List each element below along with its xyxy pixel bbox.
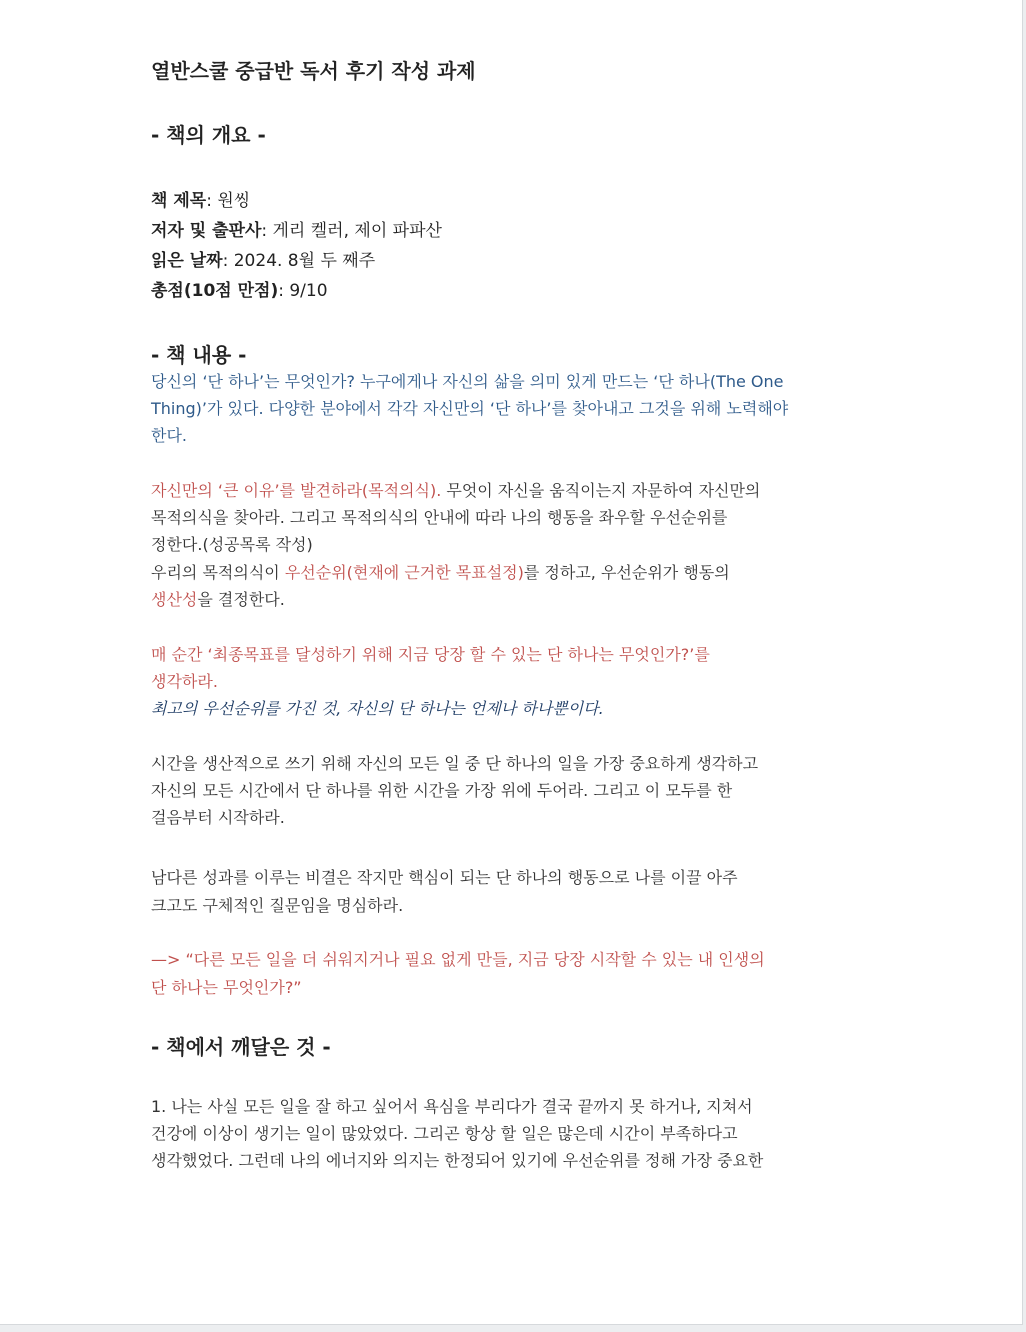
section-heading-content: - 책 내용 - (151, 343, 247, 367)
content-paragraph-line (151, 559, 730, 586)
content-paragraph-line: 자신의 모든 시간에서 단 하나를 위한 시간을 가장 위에 두어라. 그리고 이 모두를 한 (151, 781, 733, 800)
content-paragraph-line: 걸음부터 시작하라. (151, 808, 285, 827)
plain-text: 우리의 목적의식이 (151, 563, 285, 582)
section-heading-overview: - 책의 개요 - (151, 123, 266, 147)
content-emphasis-line: 최고의 우선순위를 가진 것, 자신의 단 하나는 언제나 하나뿐이다. (151, 699, 604, 718)
content-intro-line: Thing)’가 있다. 다양한 분야에서 각각 자신만의 ‘단 하나’를 찾아내고 그것을 위해 노력해야 (151, 399, 789, 418)
lessons-paragraph-line: 건강에 이상이 생기는 일이 많았었다. 그리곤 항상 할 일은 많은데 시간이 부족하다고 (151, 1124, 738, 1143)
meta-value: : 9/10 (278, 281, 328, 301)
plain-text: 을 결정한다. (197, 590, 285, 609)
meta-label: 총점(10점 만점) (151, 281, 279, 301)
lessons-paragraph-line: 생각했었다. 그런데 나의 에너지와 의지는 한정되어 있기에 우선순위를 정해 가장 중요한 (151, 1151, 764, 1170)
content-paragraph-line: 크고도 구체적인 질문임을 명심하라. (151, 896, 404, 915)
highlight-text: 자신만의 ‘큰 이유’를 발견하라(목적의식). (151, 481, 442, 500)
content-quote-line: 매 순간 ‘최종목표를 달성하기 위해 지금 당장 할 수 있는 단 하나는 무엇인가?’를 (151, 645, 710, 664)
plain-text: 를 정하고, 우선순위가 행동의 (523, 563, 730, 582)
content-paragraph-line: 시간을 생산적으로 쓰기 위해 자신의 모든 일 중 단 하나의 일을 가장 중요하게 생각하고 (151, 754, 759, 773)
plain-text: 무엇이 자신을 움직이는지 자문하여 자신만의 (441, 481, 761, 500)
lessons-paragraph-line: 1. 나는 사실 모든 일을 잘 하고 싶어서 욕심을 부리다가 결국 끝까지 못 하거나, 지쳐서 (151, 1097, 753, 1116)
meta-label: 저자 및 출판사 (151, 221, 262, 241)
content-intro-line: 당신의 ‘단 하나’는 무엇인가? 누구에게나 자신의 삶을 의미 있게 만드는 ‘단 하나(The One (151, 372, 784, 391)
meta-date (151, 246, 375, 271)
meta-book-title (151, 186, 250, 211)
content-paragraph-line: 목적의식을 찾아라. 그리고 목적의식의 안내에 따라 나의 행동을 좌우할 우선순위를 (151, 508, 728, 527)
content-paragraph-line: 남다른 성과를 이루는 비결은 작지만 핵심이 되는 단 하나의 행동으로 나를 이끌 아주 (151, 868, 738, 887)
content-paragraph-line (151, 477, 760, 504)
content-paragraph-line: 정한다.(성공목록 작성) (151, 535, 313, 554)
section-heading-lessons: - 책에서 깨달은 것 - (151, 1035, 331, 1059)
content-question-line: —> “다른 모든 일을 더 쉬워지거나 필요 없게 만들, 지금 당장 시작할 수 있는 내 인생의 (151, 950, 765, 969)
content-paragraph-line (151, 586, 285, 613)
document-title: 열반스쿨 중급반 독서 후기 작성 과제 (151, 59, 476, 83)
meta-value: : 게리 켈러, 제이 파파산 (261, 221, 442, 241)
meta-value: : 2024. 8월 두 째주 (222, 251, 376, 271)
content-quote-line: 생각하라. (151, 672, 218, 691)
meta-author (151, 216, 442, 241)
meta-value: : 원씽 (206, 191, 251, 211)
meta-label: 읽은 날짜 (151, 251, 223, 271)
meta-label: 책 제목 (151, 191, 207, 211)
highlight-text: 우선순위(현재에 근거한 목표설정) (284, 563, 524, 582)
highlight-text: 생산성 (151, 590, 198, 609)
content-intro-line: 한다. (151, 426, 187, 445)
content-question-line: 단 하나는 무엇인가?” (151, 978, 302, 997)
meta-score (151, 276, 328, 301)
